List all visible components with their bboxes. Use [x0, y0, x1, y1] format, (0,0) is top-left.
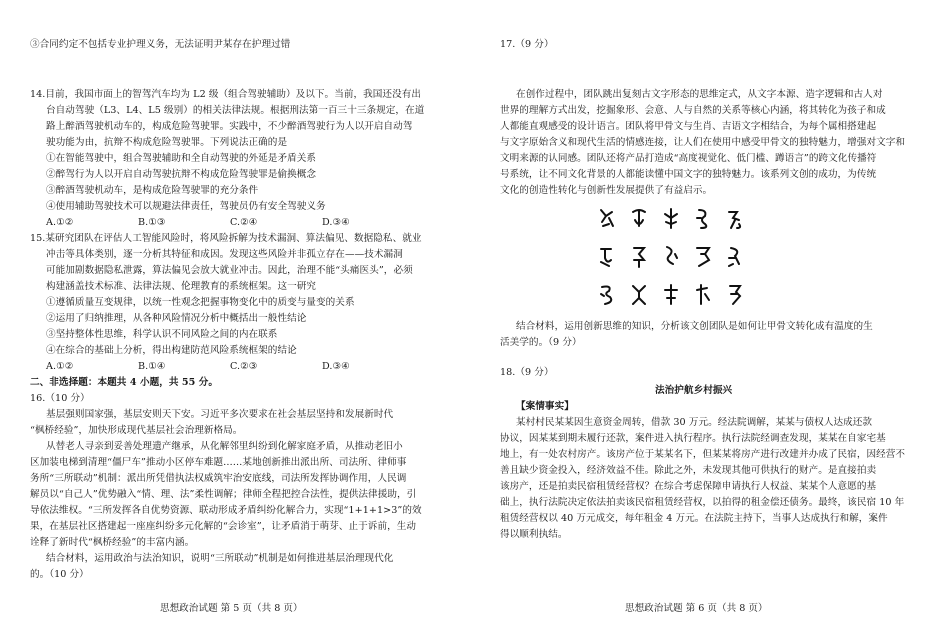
q16-material-line-9: 诠释了新时代“枫桥经验”的丰富内涵。 [30, 537, 195, 548]
section-title: 二、非选择题：本题共 4 小题，共 55 分。 [30, 377, 219, 388]
oracle-glyph-icon [597, 206, 617, 232]
q17-header: 17.（9 分） [500, 39, 554, 50]
q16-task-line-2: 的。（10 分） [30, 569, 89, 580]
right-page [475, 0, 950, 631]
oracle-glyph-icon [725, 282, 745, 308]
q18-case-label: 【案情事实】 [516, 401, 574, 412]
q15-stem-line-1: 15.某研究团队在评估人工智能风险时，将风险拆解为技术漏洞、算法偏见、数据隐私、就业 [30, 233, 422, 244]
q15-option-2: ②运用了归纳推理，从各种风险情况分析中概括出一般性结论 [46, 313, 307, 324]
q14-choice-a: A.①② [46, 217, 74, 228]
q14-stem-line-1: 14.目前，我国市面上的智驾汽车均为 L2 级（组合驾驶辅助）及以下。当前，我国还没有出 [30, 89, 421, 100]
q14-option-1: ①在智能驾驶中，组合驾驶辅助和全自动驾驶的外延是矛盾关系 [46, 153, 317, 164]
q18-case-line-6: 础上，执行法院决定依法拍卖该民宿租赁经营权，以拍得的租金偿还债务。最终，该民宿 10 年 [500, 497, 905, 508]
q16-material-line-1: 基层强则国家强，基层安则天下安。习近平多次要求在社会基层坚持和发展新时代 [46, 409, 394, 420]
q16-material-line-6: 解员以“自己人”优势融入“情、理、法”柔性调解；律师全程把控合法性，提供法律援助，引 [30, 489, 417, 500]
oracle-glyph-icon [661, 206, 681, 232]
oracle-glyph-icon [725, 206, 745, 232]
q14-option-4: ④使用辅助驾驶技术可以规避法律责任，驾驶员仍有安全驾驶义务 [46, 201, 326, 212]
q18-title: 法治护航乡村振兴 [655, 385, 733, 396]
q14-choice-d: D.③④ [322, 217, 350, 228]
q15-option-1: ①遵循质量互变规律，以统一性观念把握事物变化中的质变与量变的关系 [46, 297, 355, 308]
q18-case-line-3: 地上，有一处农村房产。该房产位于某某名下，但某某将房产进行改建并办成了民宿，因经营不 [500, 449, 906, 460]
q17-material-line-5: 文明来源的认同感。团队还将产品打造成“高度视觉化、低门槛、蹲语言”的跨文化传播符 [500, 153, 877, 164]
q15-choice-a: A.①② [46, 361, 74, 372]
q16-material-line-3: 从替老人寻亲到妥善处理遗产继承，从化解邻里纠纷到化解家庭矛盾，从推动老旧小 [46, 441, 403, 452]
q18-case-line-4: 善且缺少资金投入，经济效益不佳。除此之外，未发现其他可供执行的财产。是直接拍卖 [500, 465, 877, 476]
oracle-glyph-icon [597, 282, 617, 308]
q14-choice-c: C.②④ [230, 217, 258, 228]
q15-stem-line-4: 构建涵盖技术标准、法律法规、伦理教育的系统框架。这一研究 [46, 281, 317, 292]
q15-option-3: ③坚持整体性思维，科学认识不同风险之间的内在联系 [46, 329, 278, 340]
q16-material-line-4: 区加装电梯到清理“僵尸车”推动小区停车难题……某地创新推出派出所、司法所、律师事 [30, 457, 407, 468]
q18-case-line-1: 某村村民某某因生意资金周转，借款 30 万元。经法院调解，某某与债权人达成还款 [516, 417, 873, 428]
oracle-glyph-icon [629, 244, 649, 270]
oracle-glyph-icon [661, 282, 681, 308]
page-footer-6: 思想政治试题 第 6 页（共 8 页） [625, 603, 768, 614]
q15-choice-c: C.②③ [230, 361, 258, 372]
q17-material-line-6: 号系统，让不同文化背景的人都能读懂中国文字的独特魅力。该系列文创的成功，为传统 [500, 169, 877, 180]
q18-header: 18.（9 分） [500, 367, 554, 378]
q15-choice-d: D.③④ [322, 361, 350, 372]
q17-material-line-7: 文化的创造性转化与创新性发展提供了有益启示。 [500, 185, 713, 196]
q15-choice-b: B.①④ [138, 361, 166, 372]
q16-header: 16.（10 分） [30, 393, 90, 404]
q18-case-line-7: 租赁经营权以 40 万元成交，每年租金 4 万元。在法院主持下，当事人达成执行和解，案件 [500, 513, 888, 524]
q16-task-line-1: 结合材料，运用政治与法治知识，说明“三所联动”机制是如何推进基层治理现代化 [46, 553, 394, 564]
q16-material-line-2: “枫桥经验”，加快形成现代基层社会治理新格局。 [30, 425, 243, 436]
page-footer-5: 思想政治试题 第 5 页（共 8 页） [160, 603, 303, 614]
oracle-glyph-icon [693, 282, 713, 308]
q15-option-4: ④在综合的基础上分析，得出构建防范风险系统框架的结论 [46, 345, 297, 356]
q17-material-line-3: 人都能直观感受的设计语言。团队将甲骨文与生肖、吉语文字相结合，为每个属相搭建起 [500, 121, 877, 132]
q17-material-line-4: 与文字原始含义和现代生活的情感连接，让人们在使用中感受甲骨文的独特魅力，增强对文字和 [500, 137, 906, 148]
q16-material-line-5: 务所“三所联动”机制：派出所凭借执法权威筑牢治安底线，司法所发挥协调作用，人民调 [30, 473, 407, 484]
q14-stem-line-3: 路上醉酒驾驶机动车的，构成危险驾驶罪。实践中，不少醉酒驾驶行为人以开启自动驾 [46, 121, 413, 132]
q14-stem-line-4: 驶功能为由，抗辩不构成危险驾驶罪。下列说法正确的是 [46, 137, 288, 148]
glyph-row-2 [597, 244, 745, 270]
q14-choice-b: B.①③ [138, 217, 166, 228]
glyph-row-3 [597, 282, 745, 308]
oracle-glyph-icon [693, 206, 713, 232]
q14-option-2: ②醉驾行为人以开启自动驾驶抗辩不构成危险驾驶罪是偷换概念 [46, 169, 317, 180]
oracle-glyph-icon [725, 244, 745, 270]
q17-task-line-1: 结合材料，运用创新思维的知识，分析该文创团队是如何让甲骨文转化成有温度的生 [516, 321, 873, 332]
oracle-glyph-icon [693, 244, 713, 270]
q17-task-line-2: 活美学的。（9 分） [500, 337, 582, 348]
oracle-glyph-icon [597, 244, 617, 270]
oracle-glyph-icon [629, 282, 649, 308]
q14-option-3: ③醉酒驾驶机动车，是构成危险驾驶罪的充分条件 [46, 185, 259, 196]
q16-material-line-7: 导依法维权。“三所发挥各自优势资源、联动形成矛盾纠纷化解合力，实现“1+1+1>3”的效 [30, 505, 422, 516]
q17-material-line-2: 世界的理解方式出发，挖掘象形、会意、人与自然的关系等核心内涵，将其转化为孩子和成 [500, 105, 886, 116]
glyph-row-1 [597, 206, 745, 232]
q18-case-line-5: 该房产，还是拍卖民宿租赁经营权？在综合考虑保障申请执行人权益、某某个人意愿的基 [500, 481, 877, 492]
q15-stem-line-3: 可能加剧数据隐私泄露，算法偏见会放大就业冲击。因此，治理不能“头痛医头”，必须 [46, 265, 413, 276]
q16-material-line-8: 果，在基层社区搭建起一座座纠纷多元化解的“会诊室”，让矛盾消于萌芽、止于诉前，生动 [30, 521, 417, 532]
q15-stem-line-2: 冲击等具体类别，逐一分析其特征和成因。发现这些风险并非孤立存在——技术漏洞 [46, 249, 403, 260]
q17-material-line-1: 在创作过程中，团队跳出复刻古文字形态的思维定式，从文字本源、造字逻辑和古人对 [516, 89, 883, 100]
oracle-glyph-icon [629, 206, 649, 232]
q13-option-3: ③合同约定不包括专业护理义务，无法证明尹某存在护理过错 [30, 39, 291, 50]
oracle-glyph-icon [661, 244, 681, 270]
q14-stem-line-2: 台自动驾驶（L3、L4、L5 级别）的相关法律法规。根据刑法第一百三十三条规定，在道 [46, 105, 425, 116]
q18-case-line-8: 得以顺利执结。 [500, 529, 568, 540]
q18-case-line-2: 协议，因某某到期未履行还款，案件进入执行程序。执行法院经调查发现，某某在自家宅基 [500, 433, 886, 444]
